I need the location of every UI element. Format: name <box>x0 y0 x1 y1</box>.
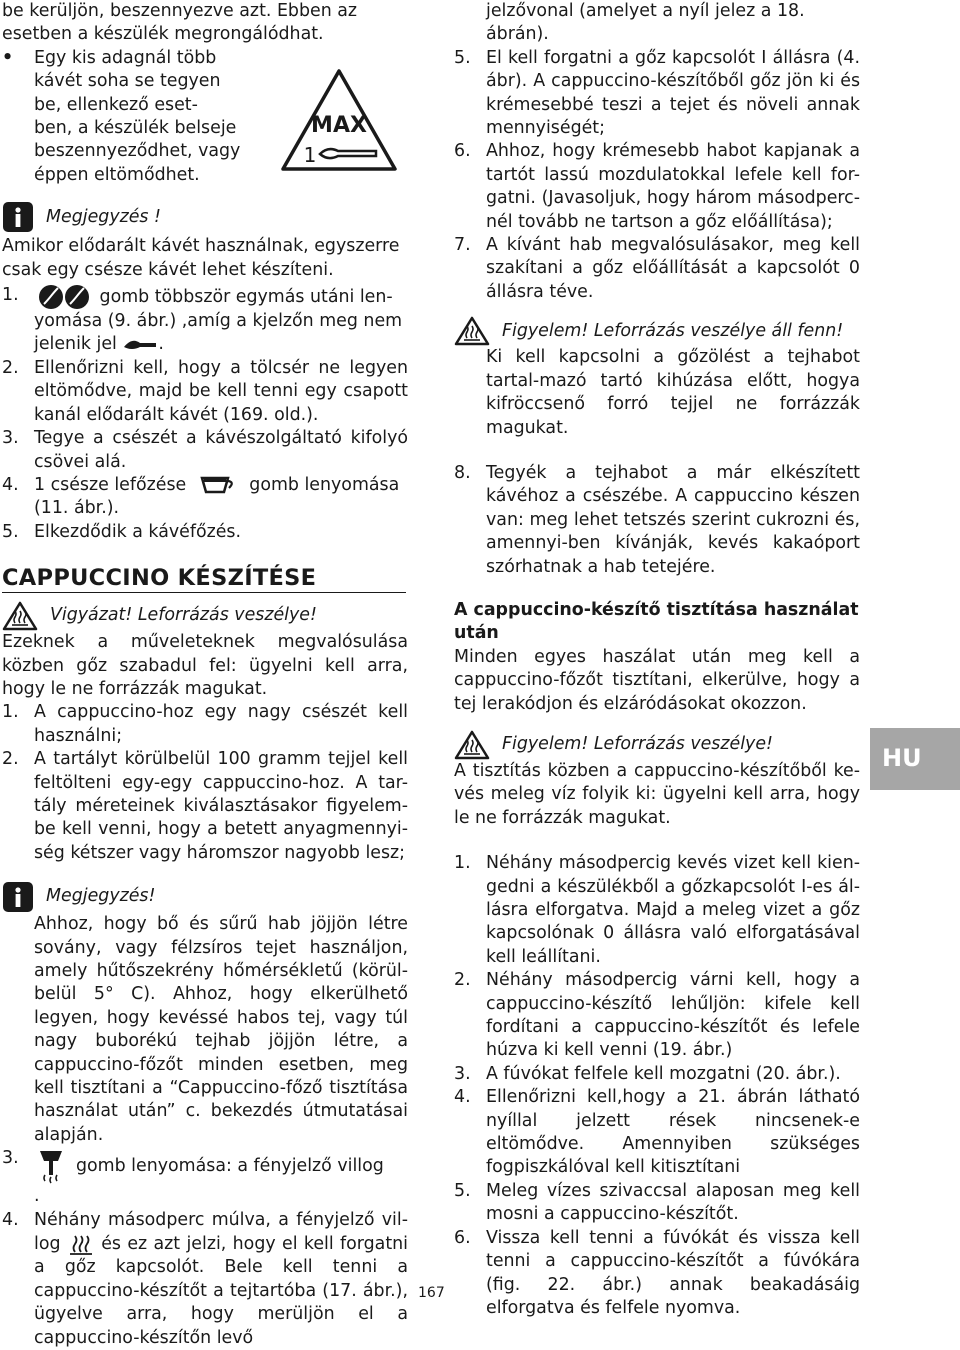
steam-indicator-icon <box>67 1232 95 1256</box>
list-text-after: gomb lenyomása (11. ábr.). <box>34 474 400 519</box>
list-text: A tartályt körülbelül 100 gramm tejjel kell feltölteni egy-egy cappuccino-hoz. A tar-tály méreteinek kiválasztásakor figyelem-be kell venni, hogy a betett anyagmennyi-ség kétszer vagy háromszor nagyobb lesz; <box>34 749 408 863</box>
warning-1-text: Ezeknek a műveleteknek megvalósulása közben gőz szabadul fel: ügyelni kell arra, hogy le ne forrázzák magukat. <box>2 632 408 699</box>
list-item <box>2 1147 408 1208</box>
list-text: Néhány másodpercig várni kell, hogy a cappuccino-készítő lehűljön: kifele kell fordítani a cappuccino-készítőt és lefele húzva ki kell venni (19. ábr.) <box>486 970 860 1061</box>
note-2-title: Megjegyzés! <box>46 886 156 907</box>
list-text: Tegye a csészét a kávészolgáltató kifolyó csövei alá. <box>34 428 408 472</box>
list-num: 7. <box>454 235 471 256</box>
list-num: 2. <box>2 357 19 378</box>
list-text: gomb lenyomása: a fényjelző villog <box>76 1156 384 1177</box>
spoon-icon <box>320 149 376 158</box>
list-text: Meleg vízes szivaccsal alaposan meg kell mosni a cappuccino-készítőt. <box>486 1180 860 1225</box>
warning-2-text: Ki kell kapcsolni a gőzölést a tejhabot tartal-mazó tartó kihúzása előtt, hogya kifröccsenő forró tejjel ne forrázzák magukat. <box>486 347 860 438</box>
bullet-line: be, ellenkező eset- <box>34 94 198 115</box>
intro-line-2: esetben a készülék megrongálódhat. <box>2 24 324 45</box>
list-num: 5. <box>454 47 471 68</box>
list-num: 5. <box>2 521 19 542</box>
list-item <box>2 701 408 748</box>
list-item <box>454 1180 860 1227</box>
hot-surface-warning-icon <box>454 316 490 346</box>
bullet-line: kávét soha se tegyen <box>34 71 221 92</box>
list-num: 2. <box>2 749 19 770</box>
language-tab: HU <box>870 728 960 790</box>
warning-2-header <box>454 316 860 346</box>
list-num: 3. <box>2 1148 19 1169</box>
list-item <box>2 521 408 544</box>
list-num: 6. <box>454 141 471 162</box>
list-item <box>454 47 860 141</box>
list-text: A kívánt hab megvalósulásakor, meg kell szakítani a gőz előállítását a kapcsolót 0 állásra téve. <box>486 235 860 302</box>
list-num: 1. <box>2 702 19 723</box>
list-num: 1. <box>454 853 471 874</box>
list-item <box>454 462 860 579</box>
list-item <box>454 1227 860 1321</box>
list-item <box>454 1063 860 1086</box>
list-num: 6. <box>454 1227 471 1248</box>
list-text-tail: . <box>34 1186 40 1207</box>
list-item <box>2 357 408 427</box>
warning-1-title: Vigyázat! Leforrázás veszélye! <box>50 605 317 626</box>
note-1-text: Amikor elődarált kávét használnak, egyszerre csak egy csésze kávét lehet készíteni. <box>2 236 400 280</box>
list-item <box>454 969 860 1063</box>
list-text: Elkezdődik a kávéfőzés. <box>34 521 242 542</box>
list-item <box>2 474 408 521</box>
list-text: A cappuccino-hoz egy nagy csészét kell használni; <box>34 702 408 746</box>
list-item <box>454 234 860 304</box>
list-num: 4. <box>2 474 19 495</box>
list-text-after: és ez azt jelzi, hogy el kell forgatni a gőz kapcsolót. Bele kell tenni a cappuccino-készítőt a tejtartóba (17. ábr.), ügyelve arra, hogy merüljön el a cappuccino-készítőn levő <box>34 1234 409 1348</box>
list-num: 8. <box>454 462 471 483</box>
bullet-line: éppen eltömődhet. <box>34 164 200 185</box>
list-num: 3. <box>454 1063 471 1084</box>
info-icon <box>2 881 34 913</box>
continuation-line: jelzővonal (amelyet a nyíl jelez a 18. ábrán). <box>486 1 805 45</box>
list-text: Ellenőrizni kell, hogy a tölcsér ne legyen eltömődve, majd be kell tenni egy csapott kanál elődarált kávét (169. old.). <box>34 357 408 425</box>
left-column <box>2 0 408 1350</box>
warning-3-header <box>454 730 860 760</box>
list-text: El kell forgatni a gőz kapcsolót I állásra (4. ábr). A cappuccino-készítőből gőz jön ki és krémesebbé teszi a tejet és növeli annak mennyiségét; <box>486 47 860 139</box>
list-text: Néhány másodpercig kevés vizet kell kien-gedni a készülékből a gőzkapcsolót I-es ál-lásra elforgatva. Majd a meleg vizet a gőz kapcsolónak 0 állásra való elforgatásával kell leállítani. <box>486 853 860 967</box>
list-num: 5. <box>454 1180 471 1201</box>
bullet-line: ben, a készülék belseje <box>34 118 237 139</box>
list-item <box>2 748 408 865</box>
list-text: A fúvókat felfele kell mozgatni (20. ábr.). <box>486 1063 841 1084</box>
note-1-title: Megjegyzés ! <box>46 206 161 227</box>
bullet-dot: • <box>2 47 14 68</box>
single-cup-button-icon <box>198 474 238 496</box>
hot-surface-warning-icon <box>454 730 490 760</box>
warning-1-header <box>2 601 408 631</box>
list-text-tail: . <box>158 334 164 355</box>
cleaning-heading: A cappuccino-készítő tisztítása használat után <box>454 599 859 644</box>
max-dose-figure <box>280 68 398 172</box>
list-text: Ahhoz, hogy krémesebb habot kapjanak a tartót lassú mozdulatokkal lefele kell for-gatni. (Javasoljuk, hogy három másodperc-nél tovább ne tartson a gőz előállítása); <box>486 141 860 232</box>
list-num: 3. <box>2 428 19 449</box>
list-num: 4. <box>2 1209 19 1230</box>
right-column <box>454 0 860 1320</box>
info-icon <box>2 201 34 233</box>
note-1-header <box>2 201 408 233</box>
max-digit: 1 <box>303 143 317 167</box>
list-item <box>2 284 408 357</box>
list-text: 1 csésze lefőzése <box>34 474 187 495</box>
warning-3-text: A tisztítás közben a cappuccino-készítőből ke-vés meleg víz folyik ki: ügyelni kell arra, hogy le ne forrázzák magukat. <box>454 760 860 828</box>
bullet-line: Egy kis adagnál több <box>34 47 217 68</box>
list-item <box>2 427 408 474</box>
section-title: CAPPUCCINO KÉSZÍTÉSE <box>2 564 406 593</box>
note-2-header <box>2 881 408 913</box>
ground-coffee-spoon-icon <box>122 335 158 353</box>
max-label: MAX <box>311 113 367 138</box>
list-item <box>454 140 860 234</box>
bullet-warning <box>2 47 284 187</box>
list-text: Tegyék a tejhabot a már elkészített kávéhoz a csészébe. A cappuccino készen van: meg lehet tetszés szerint cukrozni és, amennyi-ben kívánják, kevés kakaóport szórhatnak a hab tetejére. <box>486 462 860 577</box>
list-text: Ellenőrizni kell,hogy a 21. ábrán látható nyíllal jelzett rések nincsenek-e eltömődve. Amennyiben szükséges fogpiszkálóval kell kitisztítani <box>486 1087 860 1178</box>
double-coffee-button-icon <box>34 284 94 310</box>
hot-surface-warning-icon <box>2 601 38 631</box>
list-num: 1. <box>2 285 19 306</box>
steam-button-icon <box>34 1147 68 1185</box>
list-item <box>454 1086 860 1180</box>
warning-2-title: Figyelem! Leforrázás veszélye áll fenn! <box>502 320 844 341</box>
warning-3-title: Figyelem! Leforrázás veszélye! <box>502 734 773 755</box>
list-text: gomb többször egymás utáni len-yomása (9. ábr.) ,amíg a kjelzőn meg nem jelenik jel <box>34 287 403 355</box>
intro-line-1: be kerüljön, beszennyezve azt. Ebben az <box>2 1 358 21</box>
list-num: 4. <box>454 1087 471 1108</box>
list-item <box>454 852 860 969</box>
note-2-text: Ahhoz, hogy bő és sűrű hab jöjjön létre sovány, vagy félzsíros tejet használjon, amely hűtőszekrény hőmérsékletű (körül-belül 5° C). Ahhoz, hogy elkerülhető legyen, hogy kevéssé habos tej, vagy túl nagy buborékú tejhab jöjjön létre, a cappuccino-főzőt minden esetben, meg kell tisztítani a “Cappuccino-főző tisztítása használat után” c. bekezdés útmutatásai alapján. <box>34 914 408 1145</box>
bullet-line: beszennyeződhet, vagy <box>34 141 241 162</box>
list-text: Vissza kell tenni a fúvókát és vissza kell tenni a cappuccino-készítőt a fúvókára (fig. 22. ábr.) annak beakadásáig elforgatva és felfele nyomva. <box>486 1227 860 1318</box>
page-number: 167 <box>418 1285 445 1301</box>
list-text: Néhány másodperc múlva, a fényjelző vil-log <box>34 1209 408 1255</box>
cleaning-text: Minden egyes haszálat után meg kell a cappuccino-főzőt tisztítani, elkerülve, hogy a tej lerakódjon és elzáródásokat okozzon. <box>454 646 860 714</box>
list-num: 2. <box>454 970 471 991</box>
list-item <box>2 1209 408 1350</box>
